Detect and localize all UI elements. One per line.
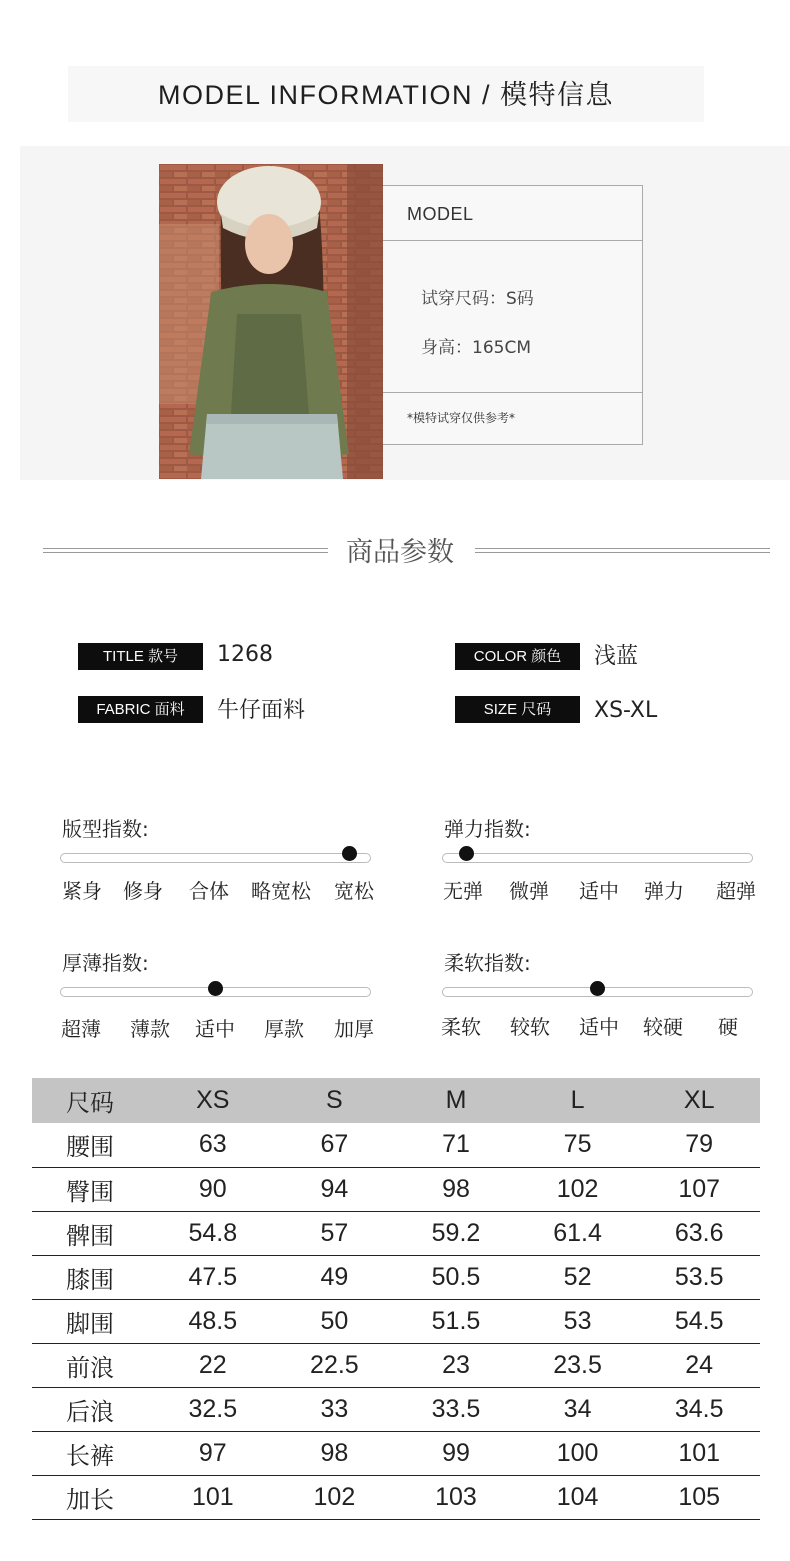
- elastic-option: 微弹: [509, 879, 549, 903]
- model-note: *模特试穿仅供参考*: [407, 411, 516, 425]
- softness-index-knob: [590, 981, 605, 996]
- table-cell: 101: [152, 1475, 274, 1519]
- table-row: [32, 1475, 760, 1519]
- color-tag: COLOR 颜色: [455, 643, 580, 670]
- thickness-index-label: 厚薄指数:: [62, 951, 149, 975]
- table-cell: 24: [638, 1343, 760, 1387]
- table-header-cell: L: [517, 1078, 639, 1123]
- table-cell: 103: [395, 1475, 517, 1519]
- table-header-cell: 尺码: [32, 1078, 152, 1123]
- title-value: 1268: [217, 642, 273, 667]
- size-table: [32, 1078, 760, 1520]
- table-row: [32, 1343, 760, 1387]
- table-header-cell: XS: [152, 1078, 274, 1123]
- section-title: 商品参数: [346, 537, 454, 568]
- row-label-cell: 腰围: [32, 1123, 152, 1167]
- elastic-option: 超弹: [716, 879, 756, 903]
- fit-option: 紧身: [62, 879, 102, 903]
- table-cell: 33.5: [395, 1387, 517, 1431]
- table-cell: 49: [274, 1255, 396, 1299]
- row-label-cell: 髀围: [32, 1211, 152, 1255]
- table-cell: 59.2: [395, 1211, 517, 1255]
- table-cell: 98: [274, 1431, 396, 1475]
- softness-option: 适中: [579, 1015, 619, 1039]
- table-cell: 67: [274, 1123, 396, 1167]
- fit-option: 合体: [189, 879, 229, 903]
- table-cell: 22: [152, 1343, 274, 1387]
- elastic-index-label: 弹力指数:: [444, 817, 531, 841]
- table-cell: 71: [395, 1123, 517, 1167]
- table-cell: 79: [638, 1123, 760, 1167]
- table-cell: 107: [638, 1167, 760, 1211]
- elastic-index-track: [442, 853, 753, 863]
- fit-option: 修身: [123, 879, 163, 903]
- table-cell: 23: [395, 1343, 517, 1387]
- elastic-option: 无弹: [443, 879, 483, 903]
- size-tag: SIZE 尺码: [455, 696, 580, 723]
- table-cell: 102: [517, 1167, 639, 1211]
- table-cell: 33: [274, 1387, 396, 1431]
- table-cell: 47.5: [152, 1255, 274, 1299]
- softness-option: 较硬: [643, 1015, 683, 1039]
- page-title: MODEL INFORMATION / 模特信息: [157, 80, 614, 110]
- divider: [43, 548, 328, 553]
- row-label-cell: 膝围: [32, 1255, 152, 1299]
- softness-option: 柔软: [441, 1015, 481, 1039]
- table-cell: 34: [517, 1387, 639, 1431]
- model-heading: MODEL: [407, 204, 474, 224]
- table-row: [32, 1299, 760, 1343]
- table-cell: 53.5: [638, 1255, 760, 1299]
- table-cell: 54.5: [638, 1299, 760, 1343]
- table-row: [32, 1211, 760, 1255]
- table-cell: 90: [152, 1167, 274, 1211]
- thickness-index-knob: [208, 981, 223, 996]
- table-cell: 52: [517, 1255, 639, 1299]
- divider: [383, 240, 642, 241]
- elastic-option: 适中: [579, 879, 619, 903]
- table-row: [32, 1167, 760, 1211]
- table-cell: 57: [274, 1211, 396, 1255]
- table-header-cell: S: [274, 1078, 396, 1123]
- table-cell: 23.5: [517, 1343, 639, 1387]
- table-cell: 51.5: [395, 1299, 517, 1343]
- table-cell: 104: [517, 1475, 639, 1519]
- model-photo: [159, 164, 383, 479]
- row-label-cell: 前浪: [32, 1343, 152, 1387]
- table-cell: 34.5: [638, 1387, 760, 1431]
- fit-index-track: [60, 853, 371, 863]
- divider: [383, 392, 642, 393]
- table-cell: 54.8: [152, 1211, 274, 1255]
- softness-option: 硬: [718, 1015, 738, 1039]
- table-cell: 22.5: [274, 1343, 396, 1387]
- table-cell: 100: [517, 1431, 639, 1475]
- table-row: [32, 1255, 760, 1299]
- thickness-option: 厚款: [264, 1017, 304, 1041]
- table-cell: 97: [152, 1431, 274, 1475]
- softness-index-label: 柔软指数:: [444, 951, 531, 975]
- fabric-tag: FABRIC 面料: [78, 696, 203, 723]
- model-info-card: [383, 185, 643, 445]
- table-cell: 63.6: [638, 1211, 760, 1255]
- table-cell: 50.5: [395, 1255, 517, 1299]
- row-label-cell: 后浪: [32, 1387, 152, 1431]
- table-cell: 63: [152, 1123, 274, 1167]
- table-cell: 50: [274, 1299, 396, 1343]
- table-row: [32, 1431, 760, 1475]
- softness-option: 较软: [510, 1015, 550, 1039]
- fit-option: 略宽松: [251, 879, 311, 903]
- table-cell: 32.5: [152, 1387, 274, 1431]
- table-cell: 99: [395, 1431, 517, 1475]
- row-label-cell: 长裤: [32, 1431, 152, 1475]
- model-height: 身高：165CM: [421, 338, 531, 358]
- table-row: [32, 1123, 760, 1167]
- thickness-option: 薄款: [130, 1017, 170, 1041]
- thickness-option: 适中: [195, 1017, 235, 1041]
- table-header-row: [32, 1078, 760, 1123]
- divider: [475, 548, 770, 553]
- table-cell: 105: [638, 1475, 760, 1519]
- table-header-cell: M: [395, 1078, 517, 1123]
- row-label-cell: 加长: [32, 1475, 152, 1519]
- title-tag: TITLE 款号: [78, 643, 203, 670]
- table-header-cell: XL: [638, 1078, 760, 1123]
- table-cell: 94: [274, 1167, 396, 1211]
- elastic-option: 弹力: [644, 879, 684, 903]
- table-cell: 102: [274, 1475, 396, 1519]
- model-size-tried: 试穿尺码：S码: [421, 289, 534, 309]
- table-row: [32, 1387, 760, 1431]
- thickness-option: 超薄: [61, 1017, 101, 1041]
- fabric-value: 牛仔面料: [217, 698, 306, 723]
- row-label-cell: 脚围: [32, 1299, 152, 1343]
- table-cell: 48.5: [152, 1299, 274, 1343]
- table-cell: 53: [517, 1299, 639, 1343]
- fit-index-label: 版型指数:: [62, 817, 149, 841]
- table-cell: 101: [638, 1431, 760, 1475]
- table-cell: 75: [517, 1123, 639, 1167]
- thickness-option: 加厚: [334, 1017, 374, 1041]
- size-value: XS-XL: [594, 698, 658, 723]
- row-label-cell: 臀围: [32, 1167, 152, 1211]
- section-header: [0, 528, 790, 568]
- color-value: 浅蓝: [594, 644, 639, 669]
- table-cell: 98: [395, 1167, 517, 1211]
- table-cell: 61.4: [517, 1211, 639, 1255]
- fit-option: 宽松: [334, 879, 374, 903]
- fit-index-knob: [342, 846, 357, 861]
